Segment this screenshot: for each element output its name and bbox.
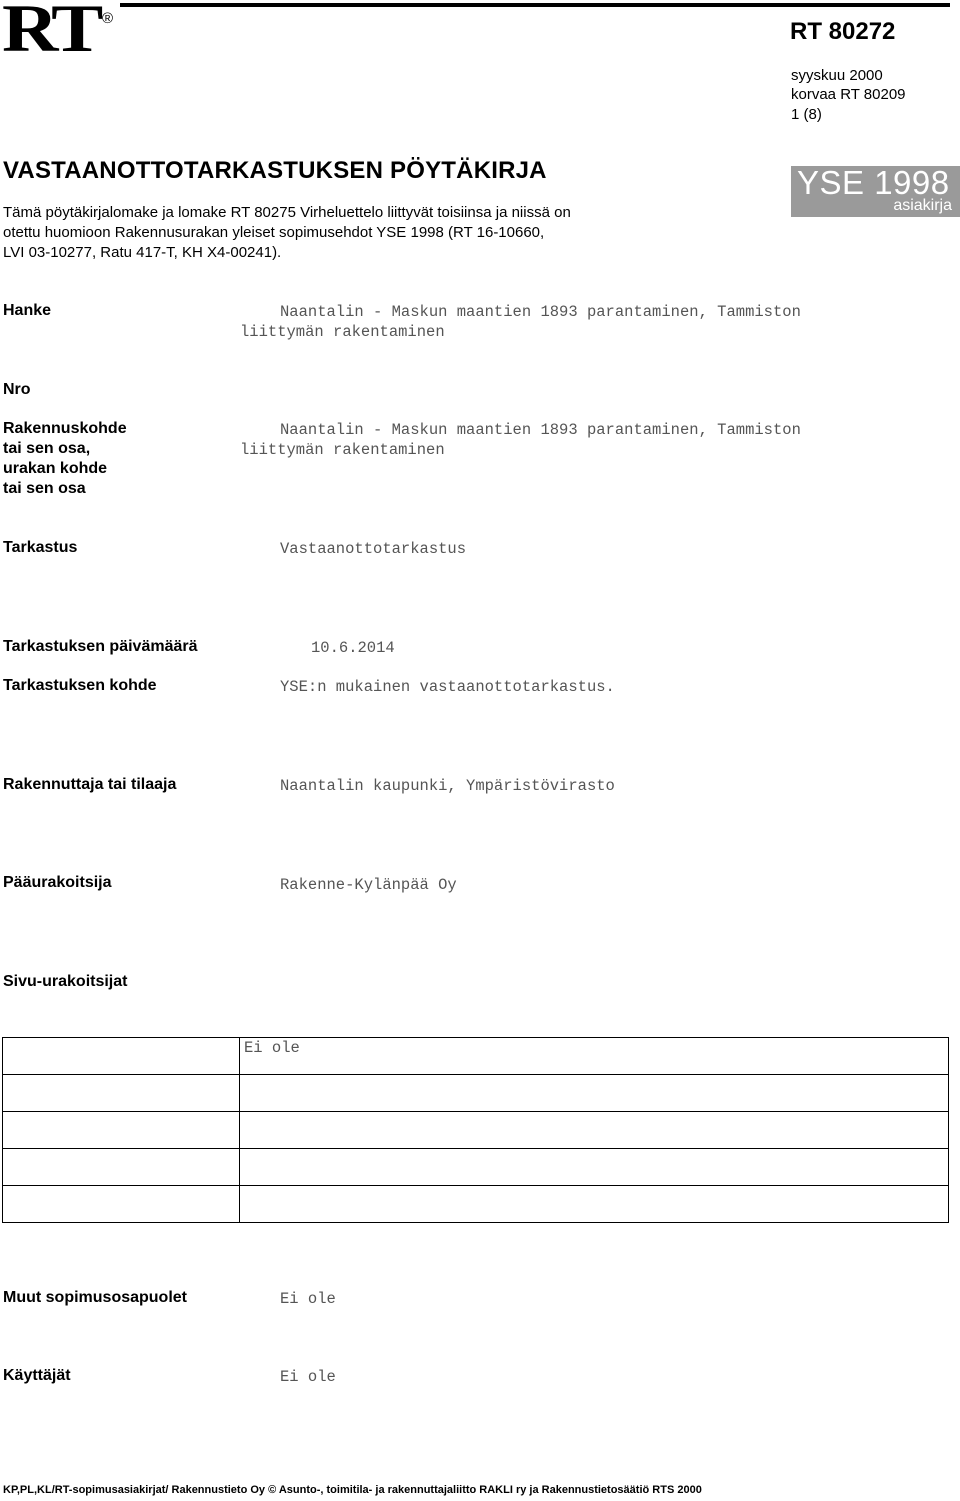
kayttajat-label: Käyttäjät [3,1367,71,1384]
yse-badge [791,166,960,217]
table-row [3,1075,949,1112]
page-title: VASTAANOTTOTARKASTUKSEN PÖYTÄKIRJA [3,157,547,184]
paaurakoitsija-label: Pääurakoitsija [3,874,112,891]
kohde-label: Tarkastuksen kohde [3,677,157,694]
table-row [3,1038,949,1075]
table-cell [3,1186,240,1223]
kayttajat-value: Ei ole [280,1368,336,1386]
table-cell [240,1038,949,1075]
intro-line: otettu huomioon Rakennusurakan yleiset sopimusehdot YSE 1998 (RT 16-10660, [3,224,545,241]
doc-number: RT 80272 [790,18,896,45]
doc-date: syyskuu 2000 [791,67,883,84]
sivu-urakoitsijat-table [2,1037,949,1223]
paaurakoitsija-value: Rakenne-Kylänpää Oy [280,876,457,894]
paivamaara-label: Tarkastuksen päivämäärä [3,638,198,655]
nro-label: Nro [3,381,31,398]
intro-line: LVI 03-10277, Ratu 417-T, KH X4-00241). [3,244,282,261]
hanke-label: Hanke [3,302,52,319]
table-cell [240,1112,949,1149]
label-line: tai sen osa, [3,440,91,457]
header-rule [120,3,950,7]
rakennuttaja-label: Rakennuttaja tai tilaaja [3,776,177,793]
label-line: tai sen osa [3,480,86,497]
rakennuskohde-label [3,419,127,499]
rakennuttaja-value: Naantalin kaupunki, Ympäristövirasto [280,777,615,795]
cell-text: Ei ole [244,1039,300,1057]
muut-value: Ei ole [280,1290,336,1308]
table-cell [3,1075,240,1112]
label-line: Rakennuskohde [3,420,127,437]
table-row [3,1112,949,1149]
tarkastus-label: Tarkastus [3,539,78,556]
hanke-value: Naantalin - Maskun maantien 1893 parantaminen, Tammiston liittymän rakentaminen [240,303,801,341]
table-cell [3,1112,240,1149]
page-footer: KP,PL,KL/RT-sopimusasiakirjat/ Rakennustieto Oy © Asunto-, toimitila- ja rakennuttajaliitto RAKLI ry ja Rakennustietosäätiö RTS 2000 [3,1484,702,1496]
table-cell [3,1149,240,1186]
label-line: urakan kohde [3,460,108,477]
table-cell [240,1186,949,1223]
intro-text [3,203,663,263]
doc-replaces: korvaa RT 80209 [791,86,906,103]
rt-logo: RT [2,0,99,66]
yse-badge-sub: asiakirja [893,197,952,214]
tarkastus-value: Vastaanottotarkastus [280,540,467,558]
rakennuskohde-value: Naantalin - Maskun maantien 1893 parantaminen, Tammiston liittymän rakentaminen [240,421,801,459]
table-row [3,1186,949,1223]
table-cell [240,1149,949,1186]
sivu-urakoitsijat-label: Sivu-urakoitsijat [3,973,128,990]
yse-badge-main: YSE 1998 [797,164,950,201]
table-cell [3,1038,240,1075]
table-cell [240,1075,949,1112]
muut-label: Muut sopimusosapuolet [3,1289,187,1306]
registered-mark: ® [102,10,114,27]
page-number: 1 (8) [791,106,822,123]
kohde-value: YSE:n mukainen vastaanottotarkastus. [280,678,615,696]
paivamaara-value: 10.6.2014 [311,639,395,657]
intro-line: Tämä pöytäkirjalomake ja lomake RT 80275 Virheluettelo liittyvät toisiinsa ja niissä on [3,204,571,221]
table-row [3,1149,949,1186]
